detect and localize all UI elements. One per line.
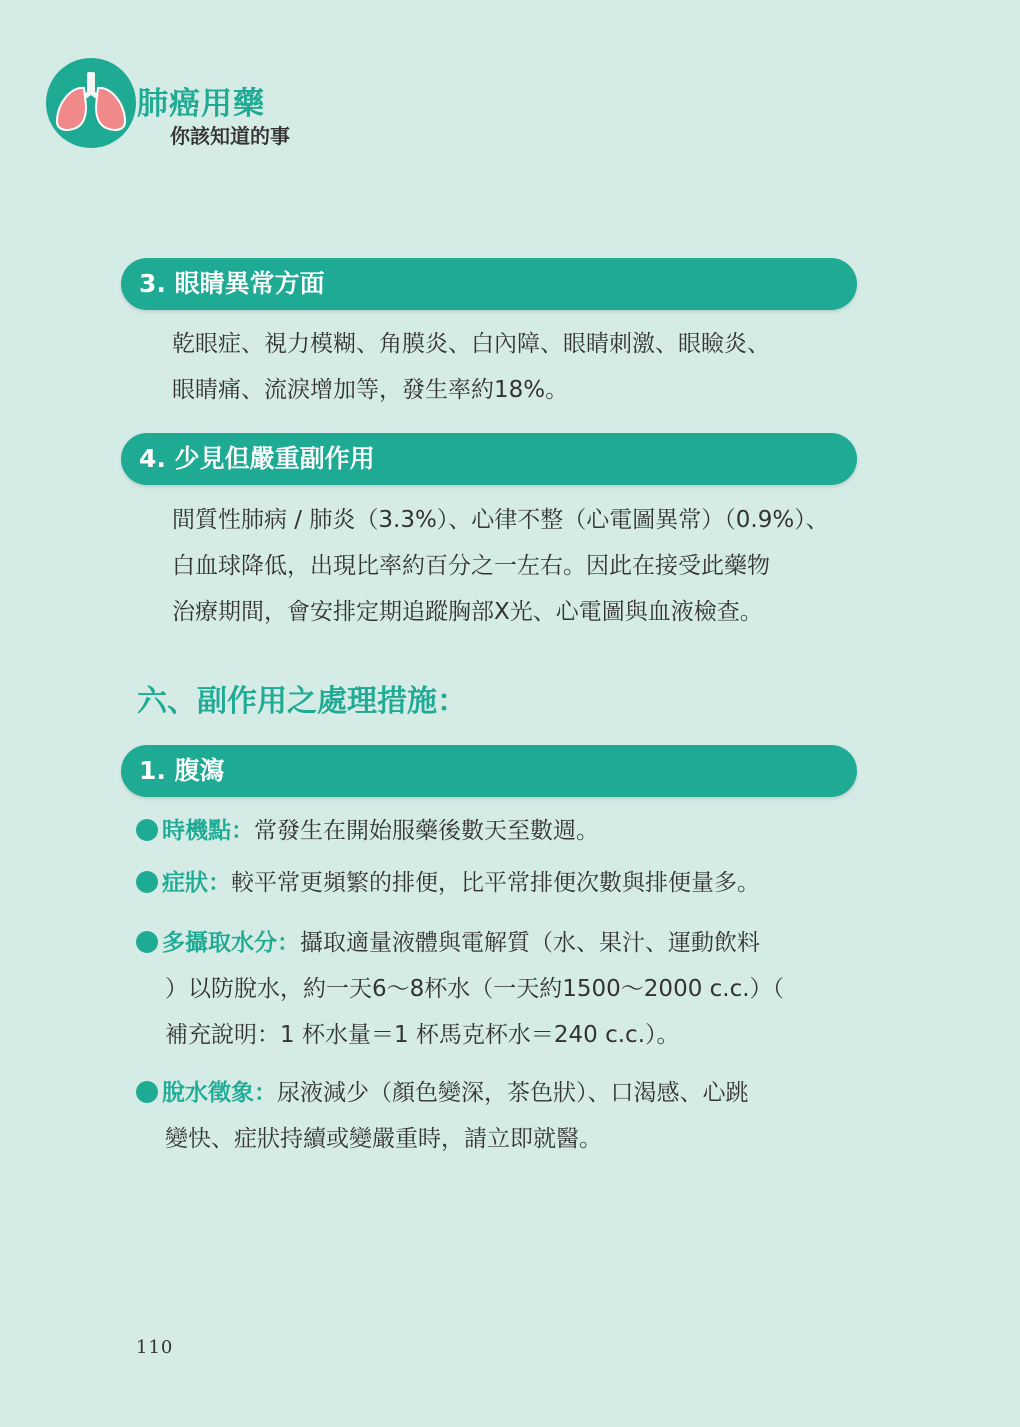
lungs-icon [46,58,136,148]
item-text: 較平常更頻繁的排便，比平常排便次數與排便量多。 [231,870,760,896]
heading-rare-serious-effects: 4. 少見但嚴重副作用 [121,433,857,485]
bullet-dot-icon [136,871,158,893]
section-title-management: 六、副作用之處理措施： [137,684,467,719]
hydration-text-line-3: 補充說明：1 杯水量＝1 杯馬克杯水＝240 c.c.）。 [165,1022,680,1048]
book-title: 肺癌用藥 [137,86,265,122]
item-text: 尿液減少（顏色變深，茶色狀）、口渴感、心跳 [277,1080,749,1106]
item-text: 常發生在開始服藥後數天至數週。 [254,818,599,844]
list-item-hydration [136,920,760,966]
item-label: 時機點： [162,818,254,844]
rare-text-line-3: 治療期間，會安排定期追蹤胸部X光、心電圖與血液檢查。 [172,599,763,625]
bullet-dot-icon [136,819,158,841]
rare-text-line-1: 間質性肺病 / 肺炎（3.3%）、心律不整（心電圖異常）（0.9%）、 [172,507,829,533]
item-label: 多攝取水分： [162,930,300,956]
book-subtitle: 你該知道的事 [170,124,290,148]
list-item-symptoms [136,860,760,906]
heading-eye-abnormalities: 3. 眼睛異常方面 [121,258,857,310]
item-label: 脫水徵象： [162,1080,277,1106]
lungs-logo [46,58,136,148]
bullet-dot-icon [136,931,158,953]
item-text: 攝取適量液體與電解質（水、果汁、運動飲料 [300,930,760,956]
hydration-text-line-2: ）以防脫水，約一天6～8杯水（一天約1500～2000 c.c.）（ [165,976,785,1002]
item-label: 症狀： [162,870,231,896]
eye-text-line-1: 乾眼症、視力模糊、角膜炎、白內障、眼睛刺激、眼瞼炎、 [172,331,770,357]
eye-text-line-2: 眼睛痛、流淚增加等，發生率約18%。 [172,377,569,403]
rare-text-line-2: 白血球降低，出現比率約百分之一左右。因此在接受此藥物 [172,553,770,579]
page-number: 110 [136,1337,174,1358]
list-item-timing [136,808,599,854]
heading-diarrhea: 1. 腹瀉 [121,745,857,797]
bullet-dot-icon [136,1081,158,1103]
dehydration-text-line-2: 變快、症狀持續或變嚴重時，請立即就醫。 [165,1126,602,1152]
list-item-dehydration-signs [136,1070,749,1116]
